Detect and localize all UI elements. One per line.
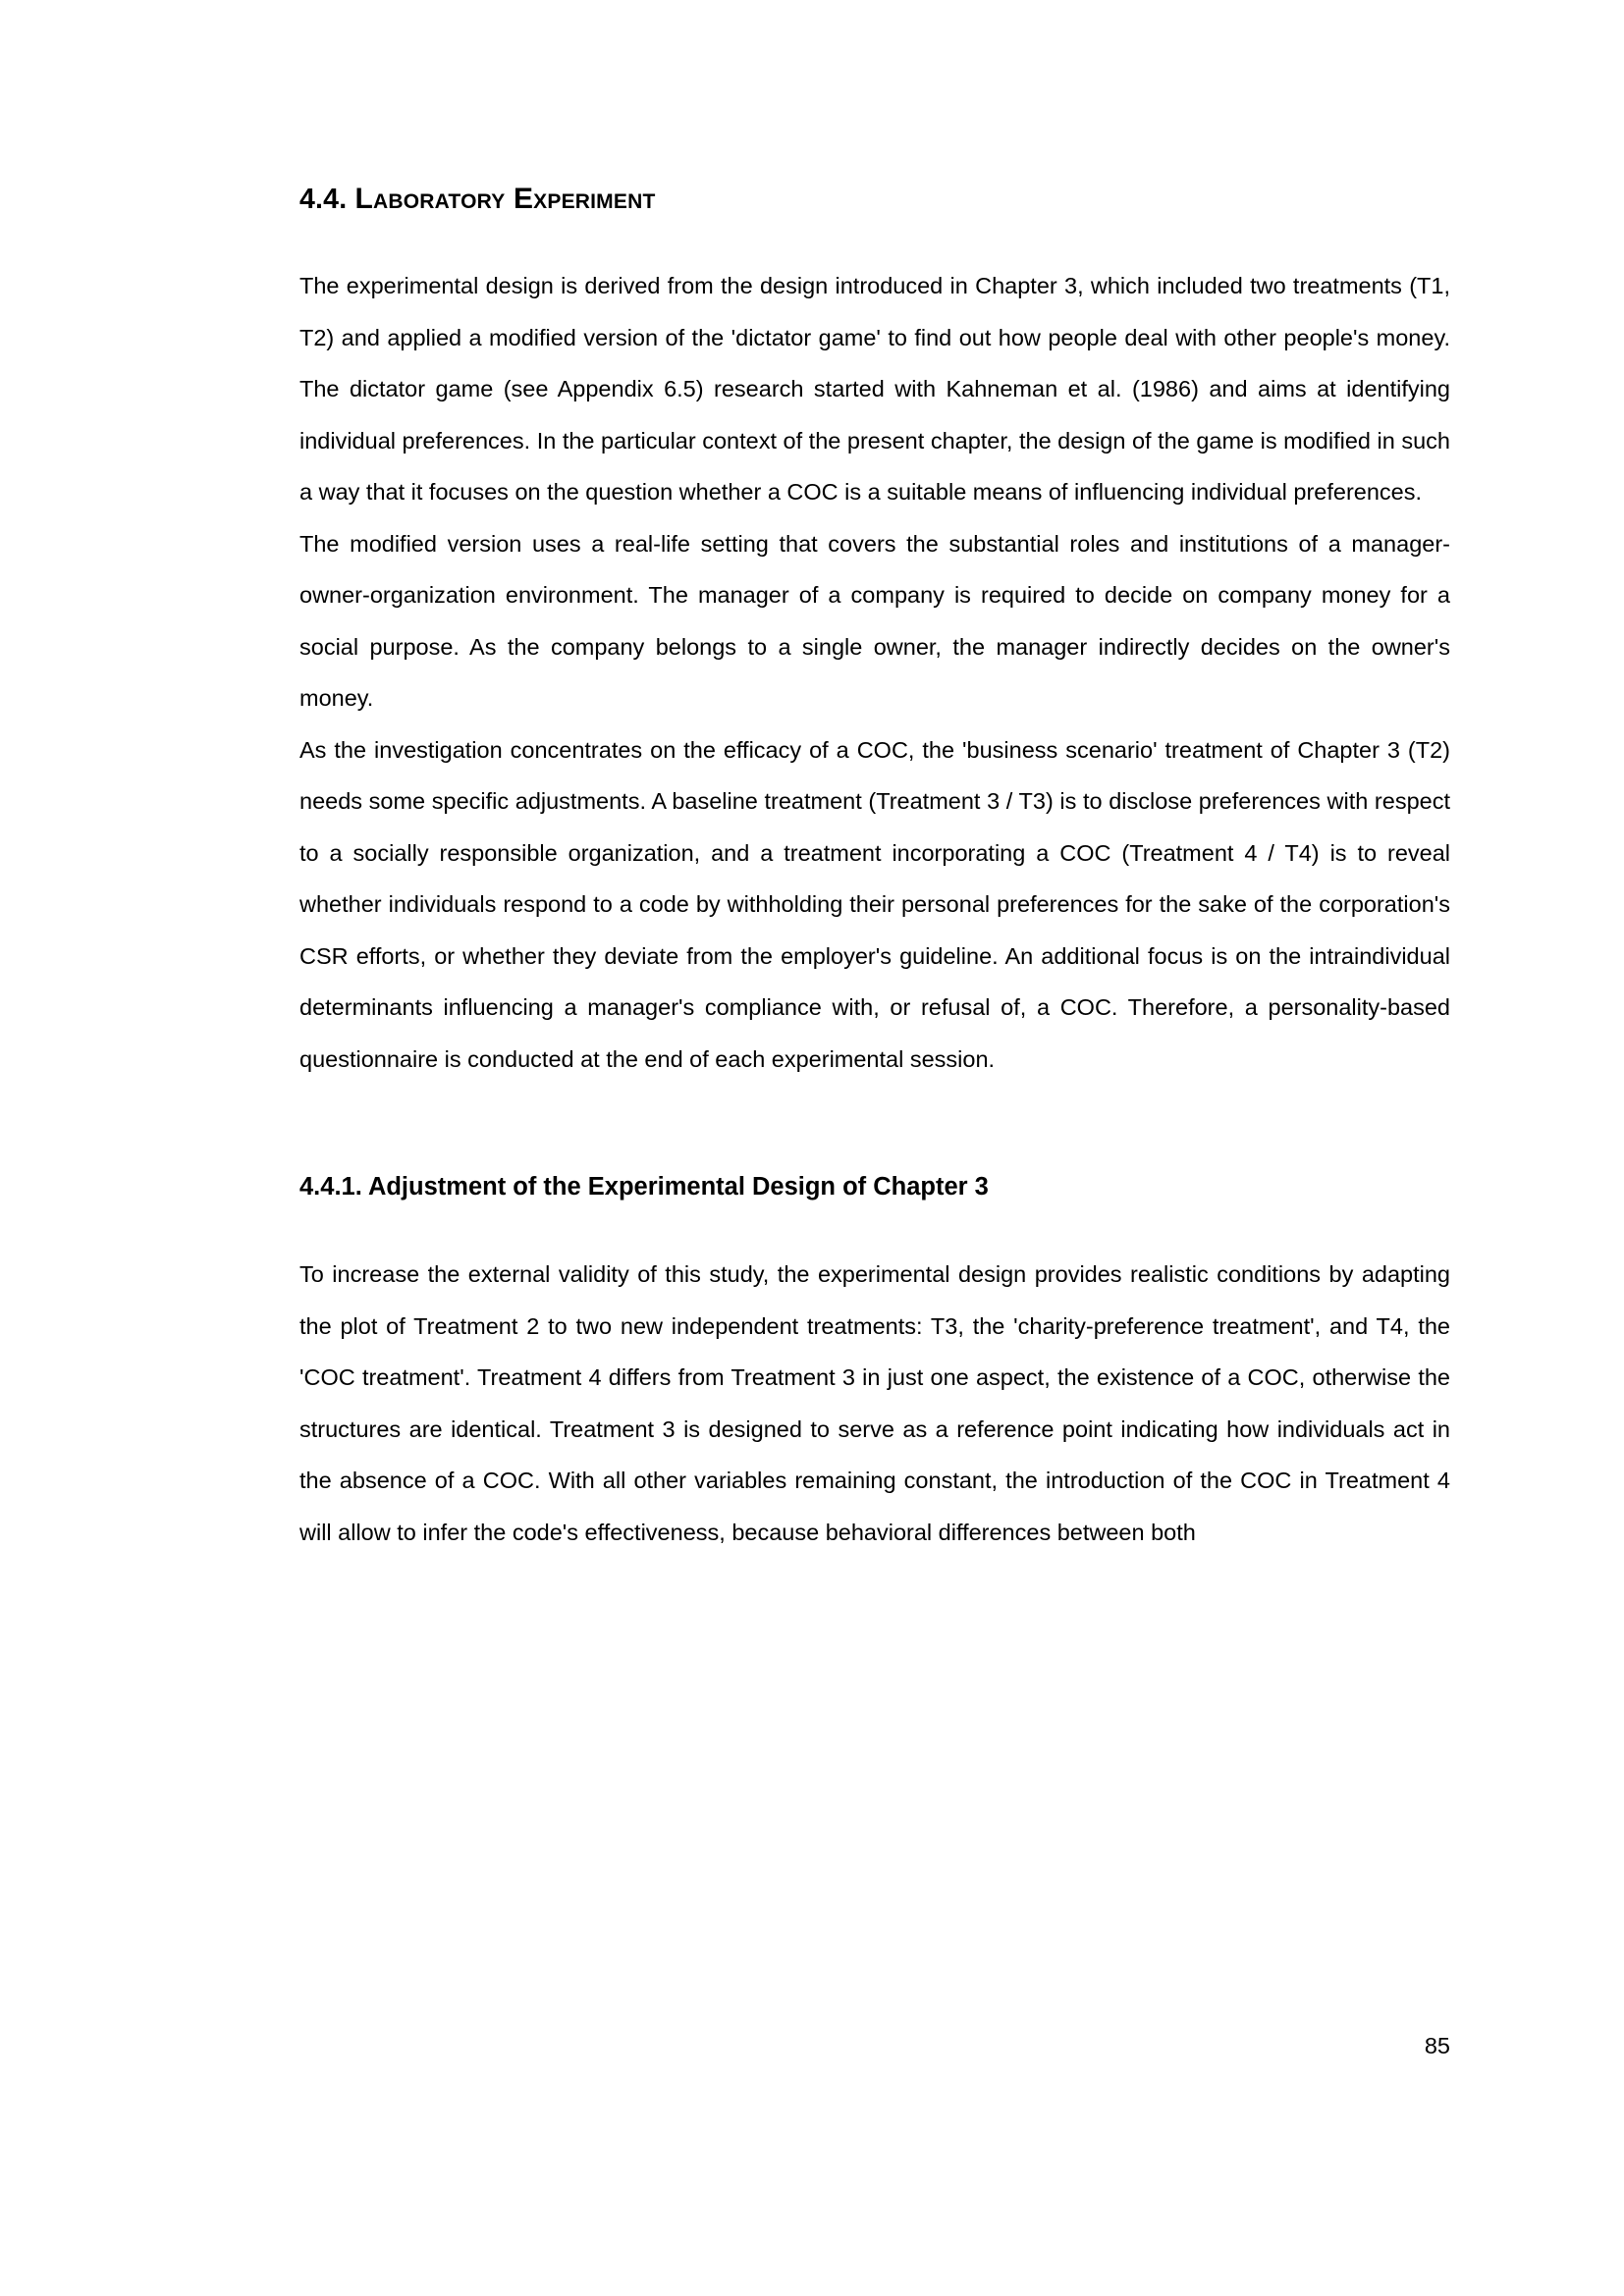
page-content [299, 182, 1450, 1558]
spacer [299, 1085, 1450, 1171]
section-heading-number: 4.4. [299, 184, 348, 215]
subsection-heading: 4.4.1. Adjustment of the Experimental Design of Chapter 3 [299, 1173, 989, 1201]
section-heading [299, 182, 1450, 217]
paragraph-3: As the investigation concentrates on the efficacy of a COC, the 'business scenario' treatment of Chapter 3 (T2) needs some specific adjustments. A baseline treatment (Treatment 3 / T3) is to disclose preferences with respect to a socially responsible organization, and a treatment incorporating a COC (Treatment 4 / T4) is to reveal whether individuals respond to a code by withholding their personal preferences for the sake of the corporation's CSR efforts, or whether they deviate from the employer's guideline. An additional focus is on the intraindividual determinants influencing a manager's compliance with, or refusal of, a COC. Therefore, a personality-based questionnaire is conducted at the end of each experimental session. [299, 736, 1450, 1072]
paragraph-2: The modified version uses a real-life setting that covers the substantial roles and institutions of a manager-owner-organization environment. The manager of a company is required to decide on company money for a social purpose. As the company belongs to a single owner, the manager indirectly decides on the owner's money. [299, 530, 1450, 711]
paragraph-1: The experimental design is derived from the design introduced in Chapter 3, which included two treatments (T1, T2) and applied a modified version of the 'dictator game' to find out how people deal with other people's money. The dictator game (see Appendix 6.5) research started with Kahneman et al. (1986) and aims at identifying individual preferences. In the particular context of the present chapter, the design of the game is modified in such a way that it focuses on the question whether a COC is a suitable means of influencing individual preferences. [299, 273, 1450, 505]
page-number: 85 [1424, 2033, 1450, 2058]
paragraph-4: To increase the external validity of this study, the experimental design provides realistic conditions by adapting the plot of Treatment 2 to two new independent treatments: T3, the 'charity-preference treatment', and T4, the 'COC treatment'. Treatment 4 differs from Treatment 3 in just one aspect, the existence of a COC, otherwise the structures are identical. Treatment 3 is designed to serve as a reference point indicating how individuals act in the absence of a COC. With all other variables remaining constant, the introduction of the COC in Treatment 4 will allow to infer the code's effectiveness, because behavioral differences between both [299, 1261, 1450, 1545]
spacer [299, 1203, 1450, 1249]
spacer [299, 217, 1450, 260]
section-heading-title: Laboratory Experiment [354, 183, 656, 215]
